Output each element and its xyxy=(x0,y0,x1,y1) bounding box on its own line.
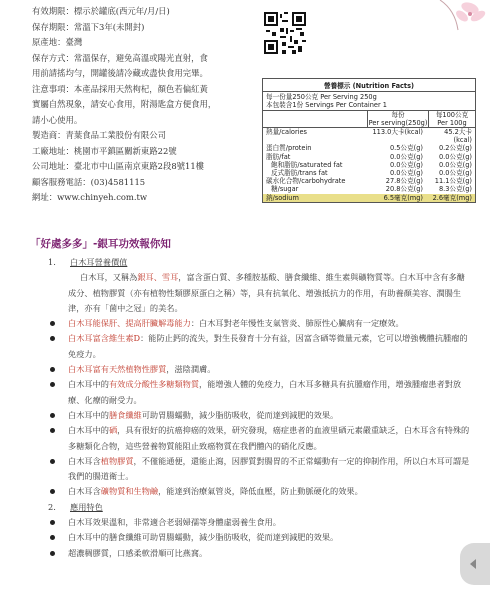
nutrition-cell: 飽和脂肪/saturated fat xyxy=(271,160,343,169)
nutrition-cell: 糖/sugar xyxy=(271,185,299,194)
nutrition-row xyxy=(263,144,475,152)
nutrition-cell: 反式脂肪/trans fat xyxy=(271,169,328,178)
nutrition-cell: 0.0公克(g) xyxy=(389,160,423,169)
nutrition-row xyxy=(263,169,475,177)
bullet-icon xyxy=(50,413,55,418)
info-line: 顧客服務電話：(03)4581115 xyxy=(32,176,146,187)
nutrition-cell: 0.0公克(g) xyxy=(438,160,472,169)
info-line: 保存方式：常溫保存，避免高溫或陽光直射，食 xyxy=(32,52,208,63)
side-scroll-handle[interactable] xyxy=(460,543,490,585)
info-line: 實屬自然現象，請安心食用，附湯匙盒方便食用， xyxy=(32,99,217,109)
bullet-icon xyxy=(50,535,55,540)
list-item: 白木耳中的硒，具有很好的抗癌抑癌的效果，研究發現，癌症患者的血液里硒元素嚴重缺乏，白木耳含有特殊的多糖類化合物，這些營養物質能阻止致癌物質在我們體內的硝化反應。 xyxy=(48,423,472,454)
nutrition-facts-table xyxy=(262,78,476,203)
list-item: 白木耳富有天然植物性膠質，滋陰潤膚。 xyxy=(48,362,472,377)
col-per-serving-en: Per serving(250g) xyxy=(368,119,428,127)
info-line: 用前請搖均勻，開罐後請冷藏或盡快食用完畢。 xyxy=(32,68,208,78)
nutrition-row xyxy=(263,128,475,144)
info-line: 公司地址：臺北市中山區南京東路2段8號11樓 xyxy=(32,161,205,171)
nutrition-row xyxy=(263,185,475,193)
servings-per-container: 本包裝含1份 Servings Per Container 1 xyxy=(266,101,387,109)
serving-size: 每一份量250公克 Per Serving 250g xyxy=(266,93,377,101)
info-line: 原產地：臺灣 xyxy=(32,37,83,47)
nutrition-row xyxy=(263,194,475,202)
nutrition-cell: 0.2公克(g) xyxy=(438,144,472,153)
info-line: 保存期限：常溫下3年(未開封) xyxy=(32,21,145,32)
list-item: 白木耳中的有效成分酸性多糖類物質，能增強人體的免疫力，白木耳多糖具有抗腫瘤作用，增強腫瘤患者對放療、化療的耐受力。 xyxy=(48,377,472,408)
section-1-title: 1. 白木耳營養價值 xyxy=(48,257,128,267)
bullet-icon xyxy=(50,321,55,326)
nutrition-cell: 45.2大卡(kcal) xyxy=(444,128,472,145)
nutrition-cell: 8.3公克(g) xyxy=(438,185,472,194)
qr-code xyxy=(264,12,306,54)
nutrition-cell: 113.0大卡(kcal) xyxy=(372,128,423,136)
info-line: 注意事項：本產品採用天然枸杞，顏色若偏紅黃 xyxy=(32,83,208,94)
section-2-title: 2. 應用特色 xyxy=(48,501,103,512)
info-line[interactable]: 網址：www.chinyeh.com.tw xyxy=(32,192,148,202)
info-line: 請小心使用。 xyxy=(32,114,83,125)
list-item: 白木耳中的膳食纖維可助胃腸蠕動，減少脂肪吸收，從而達到減肥的效果。 xyxy=(48,530,472,545)
nutrition-serving xyxy=(263,92,475,111)
nutrition-row xyxy=(263,153,475,161)
nutrition-cell: 脂肪/fat xyxy=(266,152,291,161)
bullet-icon xyxy=(50,428,55,433)
nutrition-cell: 0.0公克(g) xyxy=(389,169,423,178)
bullet-icon xyxy=(50,551,55,556)
nutrition-cell: 20.8公克(g) xyxy=(385,185,423,194)
nutrition-cell: 0.0公克(g) xyxy=(438,152,472,161)
info-line: 製造商：青葉食品工業股份有限公司 xyxy=(32,130,166,140)
effects-heading: 「好處多多」-銀耳功效報你知 xyxy=(30,238,171,250)
nutrition-cell: 鈉/sodium xyxy=(266,193,299,202)
nutrition-cell: 0.0公克(g) xyxy=(438,169,472,178)
nutrition-cell: 2.6毫克(mg) xyxy=(432,193,472,202)
bullet-icon xyxy=(50,520,55,525)
info-line: 有效期限：標示於罐底(西元年/月/日) xyxy=(32,6,170,16)
nutrition-cell: 熱量/calories xyxy=(266,128,307,136)
chevron-left-icon xyxy=(470,559,476,569)
list-item: 白木耳能保肝、提高肝臟解毒能力：白木耳對老年慢性支氣管炎、肺原性心臟病有一定療效。 xyxy=(48,316,472,331)
bullet-icon xyxy=(50,382,55,387)
col-per-100g: 每100公克 xyxy=(435,111,469,119)
nutrition-cell: 0.0公克(g) xyxy=(389,152,423,161)
col-per-serving: 每份 xyxy=(391,111,405,119)
bullet-icon xyxy=(50,459,55,464)
nutrition-cell: 0.5公克(g) xyxy=(389,144,423,153)
bullet-icon xyxy=(50,367,55,372)
col-per-100g-en: Per 100g xyxy=(437,119,467,127)
section-1-paragraph: 白木耳，又稱為銀耳、雪耳，富含蛋白質、多種胺基酸、膳食纖維、維生素與礦物質等。白木耳中含有多醣成分、植物膠質（亦有植物性類膠原蛋白之稱）等，具有抗氧化、增強抵抗力的作用，有助養顏美容、潤腸生津，亦有「菌中之冠」的美名。 xyxy=(68,272,465,313)
list-item: 超濃稠膠質，口感柔軟滑順可比燕窩。 xyxy=(48,546,472,561)
nutrition-cell: 6.5毫克(mg) xyxy=(383,193,423,202)
bullet-icon xyxy=(50,489,55,494)
effects-body xyxy=(48,255,472,561)
nutrition-cell: 碳水化合物/carbohydrate xyxy=(266,177,346,186)
list-item: 白木耳含礦物質和生物鹼，能達到治療氣管炎，降低血壓，防止動脈硬化的效果。 xyxy=(48,484,472,499)
nutrition-row xyxy=(263,161,475,169)
blossom-decoration xyxy=(400,0,490,40)
list-item: 白木耳效果溫和，非常適合老弱婦孺等身體虛弱養生食用。 xyxy=(48,515,472,530)
info-line: 工廠地址：桃園市平鎮區關新東路22號 xyxy=(32,145,177,156)
nutrition-cell: 蛋白質/protein xyxy=(266,144,312,153)
list-item: 白木耳中的膳食纖維可助胃腸蠕動，減少脂肪吸收，從而達到減肥的效果。 xyxy=(48,408,472,423)
nutrition-header xyxy=(263,111,475,128)
nutrition-title: 營養標示 (Nutrition Facts) xyxy=(263,79,475,92)
product-info xyxy=(32,4,262,206)
nutrition-cell: 27.8公克(g) xyxy=(385,177,423,186)
list-item: 白木耳富含維生素D：能防止鈣的流失，對生長發育十分有益，因富含硒等微量元素，它可以增強機體抗腫瘤的免疫力。 xyxy=(48,331,472,362)
nutrition-cell: 11.1公克(g) xyxy=(434,177,472,186)
bullet-icon xyxy=(50,336,55,341)
list-item: 白木耳含植物膠質，不僅能通便，還能止瀉，因膠質對腸胃的不正常蠕動有一定的抑制作用，所以白木耳可謂是我們的腸道衛士。 xyxy=(48,454,472,485)
